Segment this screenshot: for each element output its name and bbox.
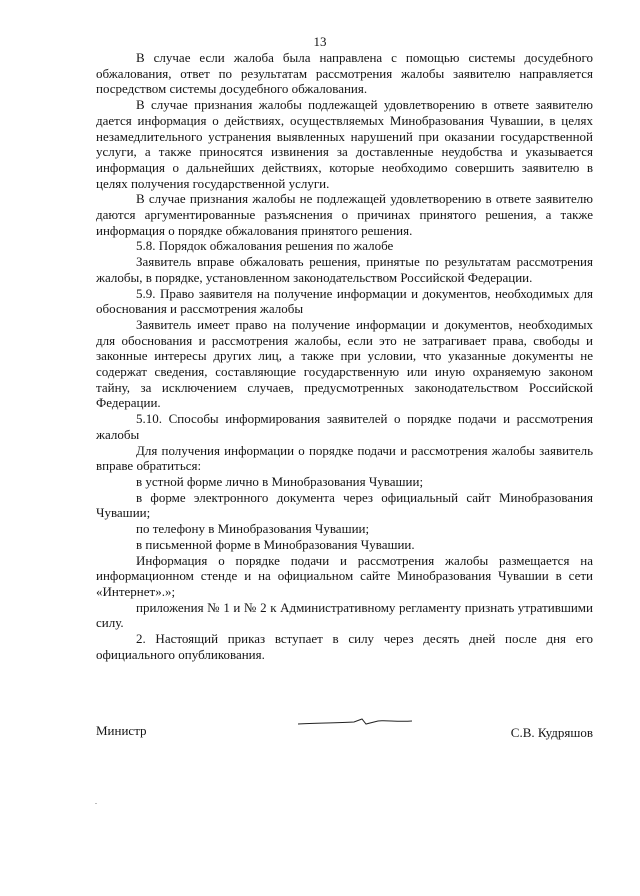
list-item: в письменной форме в Минобразования Чувашии. (136, 536, 415, 552)
document-body (96, 50, 593, 662)
paragraph: Заявитель имеет право на получение информации и документов, необходимых для обоснования и рассмотрения жалобы, если это не затрагивает права, свободы и законные интересы других лиц, а также при условии, что указанные документы не содержат сведения, составляющие государственную или иную охраняемую законом тайну, за исключением случаев, предусмотренных законодательством Российской Федерации. (96, 316, 593, 411)
paragraph: приложения № 1 и № 2 к Административному регламенту признать утратившими силу. (96, 599, 593, 631)
signer-name: С.В. Кудряшов (510, 725, 593, 740)
section-heading: 5.10. Способы информирования заявителей о порядке подачи и рассмотрения жалобы (96, 411, 593, 442)
list-item: по телефону в Минобразования Чувашии; (136, 521, 370, 537)
paragraph: В случае признания жалобы подлежащей удовлетворению в ответе заявителю дается информация о действиях, осуществляемых Минобразования Чувашии, в целях незамедлительного устранения выявленных нарушений при оказании государственной услуги, а также приносятся извинения за доставленные неудобства и указывается информация о дальнейших действиях, которые необходимо совершить заявителю в целях получения государственной услуги. (96, 97, 593, 191)
paragraph: Для получения информации о порядке подачи и рассмотрения жалобы заявитель вправе обратиться: (96, 442, 593, 474)
section-heading: 5.8. Порядок обжалования решения по жалобе (136, 238, 394, 254)
page-number: 13 (313, 34, 327, 49)
paragraph: В случае если жалоба была направлена с помощью системы досудебного обжалования, ответ по результатам рассмотрения жалобы заявителю направляется посредством системы досудебного обжалования. (96, 50, 593, 97)
signature-block (96, 717, 593, 741)
list-item: в устной форме лично в Минобразования Чувашии; (136, 473, 424, 489)
handwritten-signature (296, 717, 416, 733)
scan-artifact (95, 803, 97, 804)
paragraph: В случае признания жалобы не подлежащей удовлетворению в ответе заявителю даются аргументированные разъяснения о причинах принятого решения, а также информация о порядке обжалования принятого решения. (96, 191, 593, 238)
paragraph: 2. Настоящий приказ вступает в силу через десять дней после дня его официального опубликования. (96, 631, 593, 662)
paragraph: Заявитель вправе обжаловать решения, принятые по результатам рассмотрения жалобы, в порядке, установленном законодательством Российской Федерации. (96, 254, 593, 285)
list-item: в форме электронного документа через официальный сайт Минобразования Чувашии; (96, 489, 593, 521)
position-title: Министр (96, 723, 147, 738)
paragraph: Информация о порядке подачи и рассмотрения жалобы размещается на информационном стенде и на официальном сайте Минобразования Чувашии в сети «Интернет».»; (96, 552, 593, 599)
section-heading: 5.9. Право заявителя на получение информации и документов, необходимых для обоснования и рассмотрения жалобы (96, 285, 593, 317)
